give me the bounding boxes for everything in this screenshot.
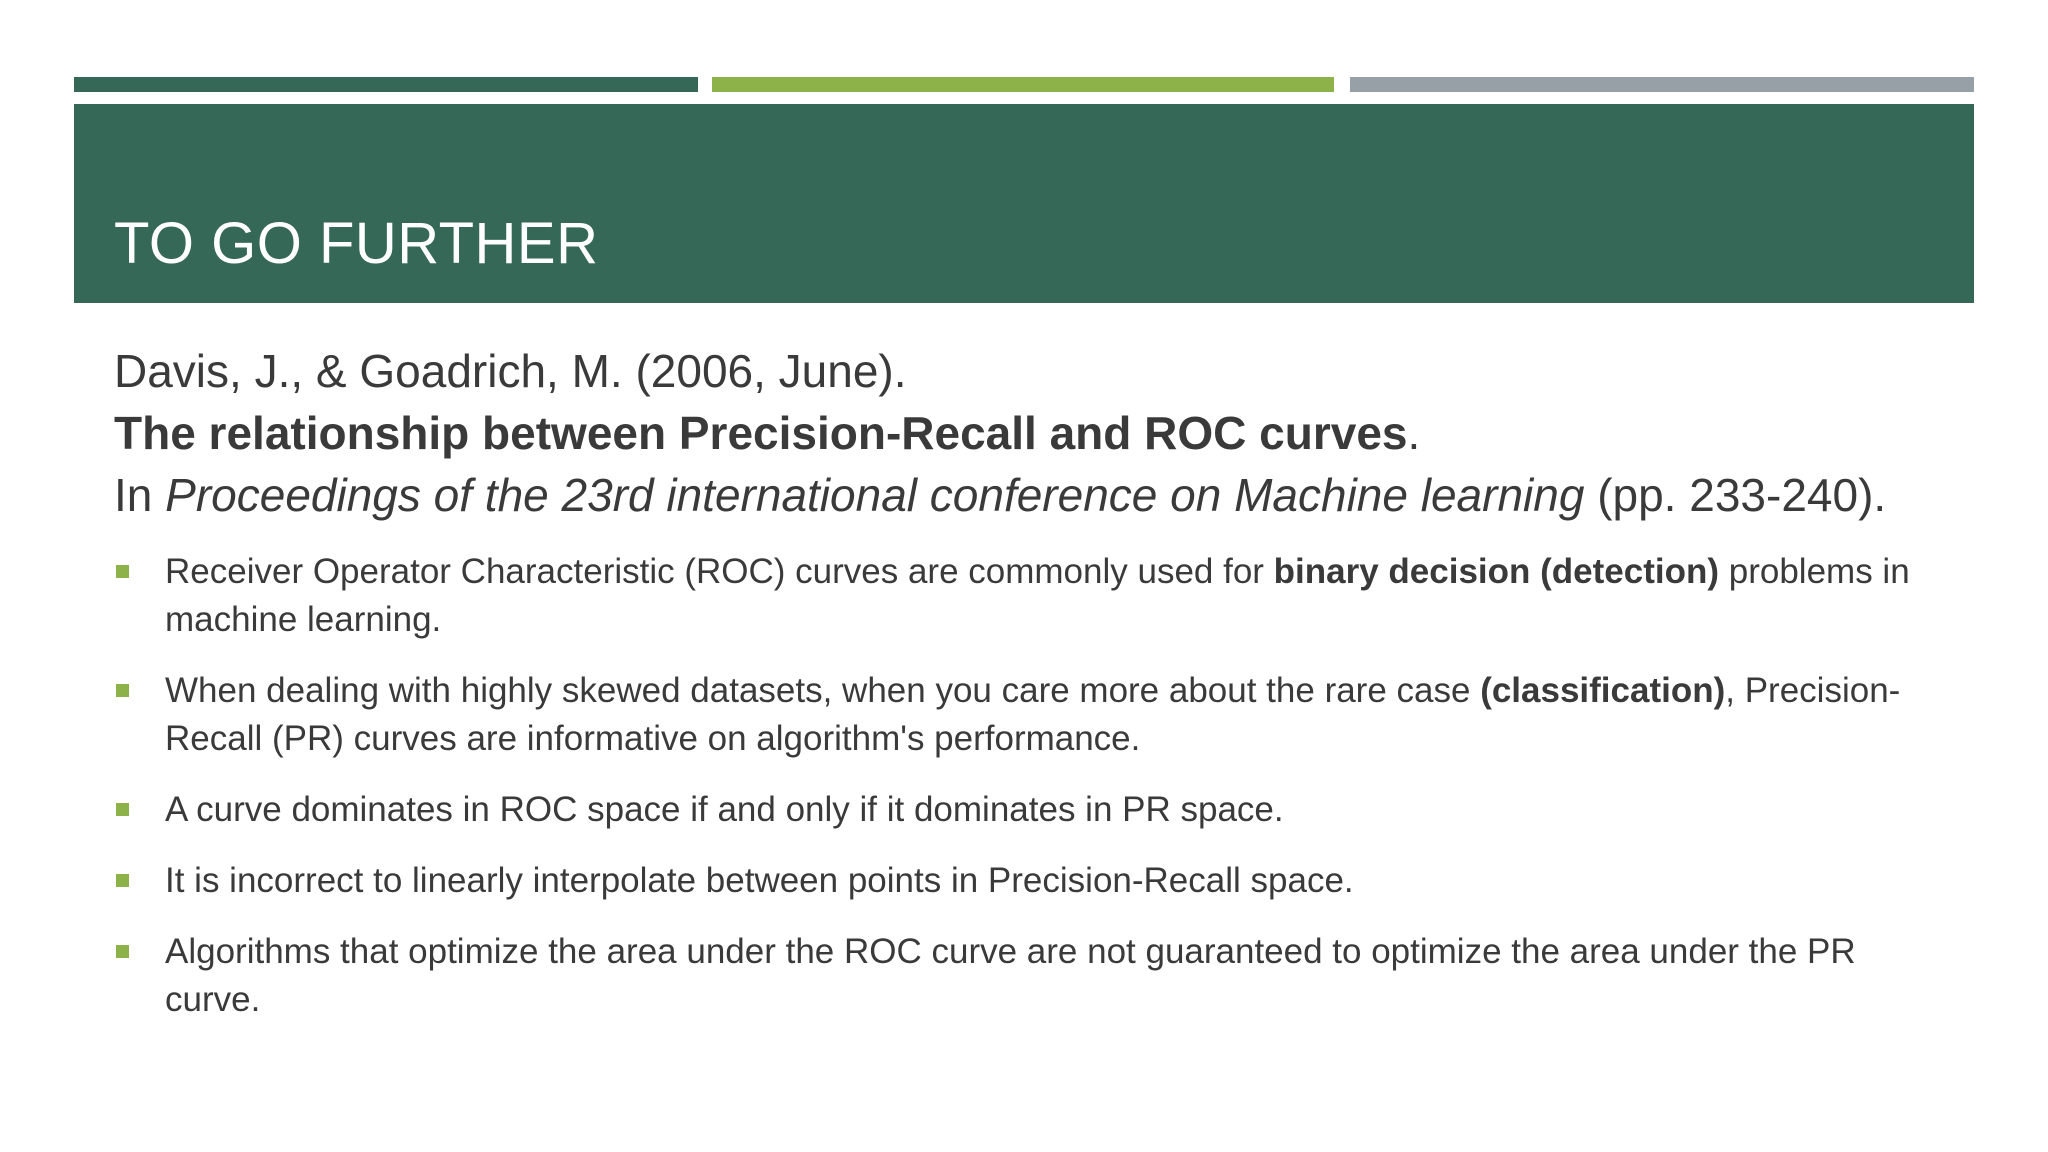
paper-title: The relationship between Precision-Recall and ROC curves	[114, 407, 1408, 459]
bullet-text-1: A curve dominates in ROC space if and only if it dominates in PR space.	[165, 790, 1284, 829]
bullet-item	[114, 667, 1954, 763]
accent-bar-gray	[1350, 77, 1974, 92]
venue-pages: (pp. 233-240).	[1584, 469, 1887, 521]
bullet-text-1: It is incorrect to linearly interpolate between points in Precision-Recall space.	[165, 861, 1354, 900]
bullet-text-1: Receiver Operator Characteristic (ROC) curves are commonly used for	[165, 552, 1274, 591]
bullet-text-2: , Precision-Recall (PR) curves are informative on algorithm's performance.	[165, 671, 1901, 758]
bullet-item	[114, 786, 1954, 834]
bullet-text-1: Algorithms that optimize the area under the ROC curve are not guaranteed to optimize the area under the PR curve.	[165, 932, 1856, 1019]
bullet-text-2: problems in machine learning.	[165, 552, 1910, 639]
title-band	[74, 104, 1974, 303]
bullet-item	[114, 857, 1954, 905]
accent-bar-light-green	[712, 77, 1334, 92]
authors-date-text: Davis, J., & Goadrich, M. (2006, June).	[114, 345, 907, 397]
bullet-text-1: When dealing with highly skewed datasets, when you care more about the rare case	[165, 671, 1481, 710]
bullet-square-icon	[116, 565, 129, 578]
bullet-square-icon	[116, 684, 129, 697]
bullet-square-icon	[116, 945, 129, 958]
slide-content	[114, 340, 1954, 1047]
slide-title: TO GO FURTHER	[114, 211, 599, 276]
reference-venue-line	[114, 464, 1954, 526]
venue-prefix: In	[114, 469, 166, 521]
venue-name: Proceedings of the 23rd international conference on Machine learning	[165, 469, 1585, 521]
bullet-square-icon	[116, 874, 129, 887]
bullet-list	[114, 548, 1954, 1024]
reference-authors-date	[114, 340, 1954, 402]
bullet-bold: (classification)	[1480, 671, 1726, 710]
reference-title-line	[114, 402, 1954, 464]
bullet-bold: binary decision (detection)	[1273, 552, 1720, 591]
bullet-square-icon	[116, 803, 129, 816]
bullet-item	[114, 928, 1954, 1024]
paper-title-suffix: .	[1407, 407, 1421, 459]
bullet-item	[114, 548, 1954, 644]
accent-bar-dark-green	[74, 77, 698, 92]
